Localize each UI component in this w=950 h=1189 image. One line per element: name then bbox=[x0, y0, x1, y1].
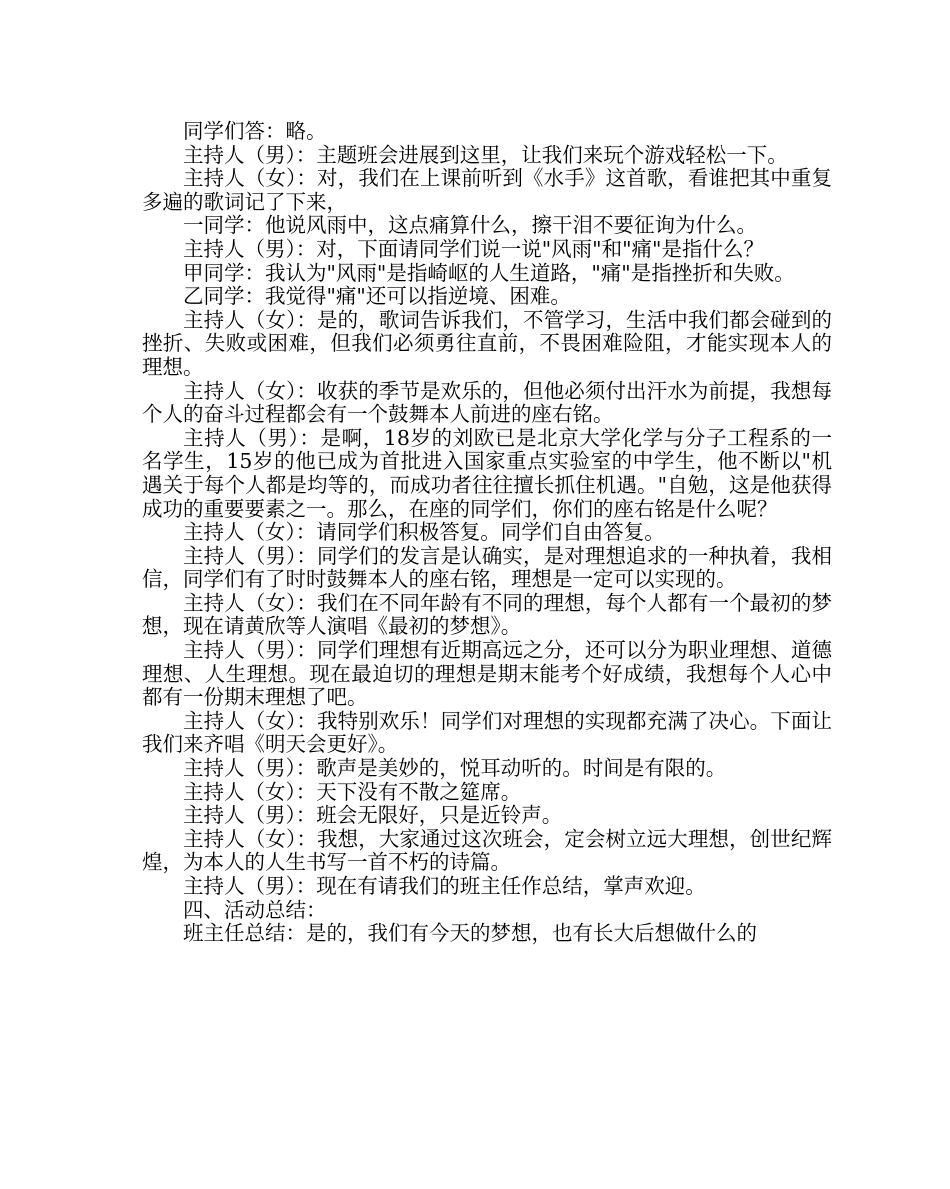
paragraph: 主持人（女）：请同学们积极答复。同学们自由答复。 bbox=[183, 520, 665, 545]
paragraph: 同学们答：略。 bbox=[183, 119, 327, 143]
paragraph: 主持人（男）：同学们的发言是认确实，是对理想追求的一种执着，我相信，同学们有了时时鼓舞本人的座右铭，理想是一定可以实现的。 bbox=[142, 543, 832, 592]
paragraph: 主持人（女）：天下没有不散之筵席。 bbox=[183, 779, 522, 804]
paragraph: 主持人（女）：是的，歌词告诉我们，不管学习，生活中我们都会碰到的挫折、失败或困难，但我们必须勇往直前，不畏困难险阻，才能实现本人的理想。 bbox=[142, 307, 832, 379]
section-heading: 四、活动总结： bbox=[183, 897, 327, 922]
paragraph: 主持人（男）：班会无限好，只是近铃声。 bbox=[183, 803, 563, 828]
paragraph: 主持人（女）：对，我们在上课前听到《水手》这首歌，看谁把其中重复多遍的歌词记了下来， bbox=[142, 166, 832, 214]
document-body bbox=[142, 120, 832, 946]
paragraph: 主持人（男）：现在有请我们的班主任作总结，掌声欢迎。 bbox=[183, 874, 706, 898]
paragraph: 乙同学：我觉得"痛"还可以指逆境、困难。 bbox=[183, 284, 571, 309]
paragraph: 主持人（男）：主题班会进展到这里，让我们来玩个游戏轻松一下。 bbox=[183, 142, 788, 167]
paragraph: 主持人（女）：我们在不同年龄有不同的理想，每个人都有一个最初的梦想，现在请黄欣等人演唱《最初的梦想》。 bbox=[142, 590, 832, 639]
paragraph: 主持人（女）：我特别欢乐！同学们对理想的实现都充满了决心。下面让我们来齐唱《明天会更好》。 bbox=[142, 708, 832, 757]
paragraph: 主持人（男）：是啊，18岁的刘欧已是北京大学化学与分子工程系的一名学生，15岁的他已成为首批进入国家重点实验室的中学生，他不断以"机遇关于每个人都是均等的，而成功者往往擅长抓住机遇。"自勉，这是他获得成功的重要要素之一。那么，在座的同学们，你们的座右铭是什么呢？ bbox=[142, 425, 832, 521]
paragraph: 一同学：他说风雨中，这点痛算什么，擦干泪不要征询为什么。 bbox=[183, 213, 757, 238]
paragraph: 甲同学：我认为"风雨"是指崎岖的人生道路，"痛"是指挫折和失败。 bbox=[183, 260, 795, 285]
paragraph: 主持人（男）：对，下面请同学们说一说"风雨"和"痛"是指什么？ bbox=[183, 236, 764, 261]
paragraph: 班主任总结：是的，我们有今天的梦想，也有长大后想做什么的 bbox=[183, 921, 757, 946]
paragraph: 主持人（男）：同学们理想有近期高远之分，还可以分为职业理想、道德理想、人生理想。现在最迫切的理想是期末能考个好成绩，我想每个人心中都有一份期末理想了吧。 bbox=[142, 638, 832, 710]
paragraph: 主持人（女）：收获的季节是欢乐的，但他必须付出汗水为前提，我想每个人的奋斗过程都会有一个鼓舞本人前进的座右铭。 bbox=[142, 378, 832, 427]
paragraph: 主持人（女）：我想，大家通过这次班会，定会树立远大理想，创世纪辉煌，为本人的人生书写一首不朽的诗篇。 bbox=[142, 826, 832, 875]
paragraph: 主持人（男）：歌声是美妙的，悦耳动听的。时间是有限的。 bbox=[183, 756, 727, 781]
